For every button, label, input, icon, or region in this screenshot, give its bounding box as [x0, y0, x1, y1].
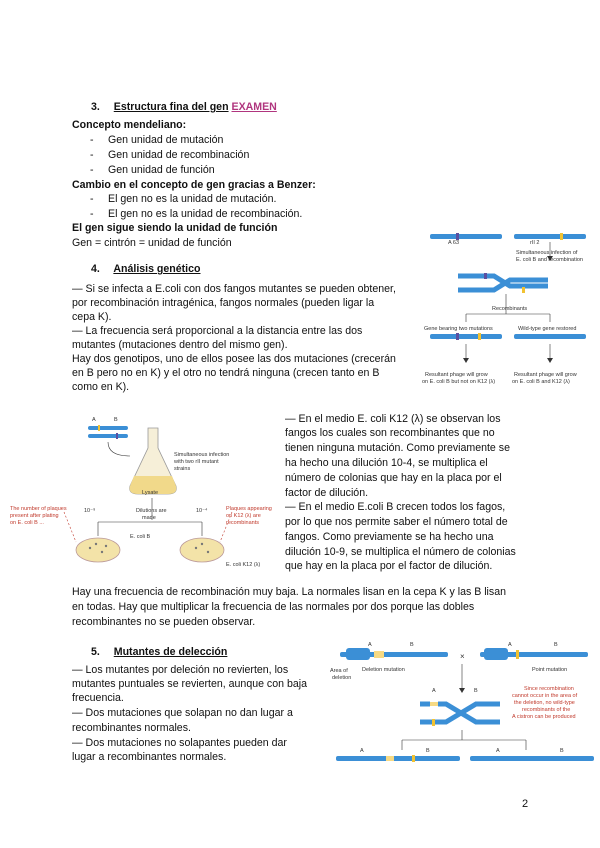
- section5-heading: [91, 645, 227, 659]
- fig2-left-note-1: The number of plaques: [10, 506, 67, 512]
- fig1-right-phage-1: Resultant phage will grow: [514, 372, 577, 378]
- section3-heading: [91, 100, 277, 114]
- fig2-left-note-2: present after plating: [10, 513, 59, 519]
- fig3-deletion-mutation: Deletion mutation: [362, 667, 405, 673]
- fig3-a-top-right: A: [508, 642, 512, 648]
- fig2-plate-left: E. coli B: [130, 534, 151, 540]
- section3-title: Estructura fina del gen: [113, 101, 229, 113]
- fig1-infection-1: Simultaneous infection of: [516, 250, 578, 256]
- fig3-point-mutation: Point mutation: [532, 667, 568, 673]
- right-line-2: fangos los cuales son recombinantes que no: [285, 427, 495, 439]
- plate-ecoli-k12: [180, 538, 224, 562]
- fig3-note-1: Since recombination: [524, 686, 574, 692]
- s5-line-7: lugar a recombinantes normales.: [72, 751, 227, 763]
- freq-line-3: recombinantes no se pueden observar.: [72, 616, 256, 628]
- freq-line-2: en todas. Hay que multiplicar la frecuencia de las normales por dos porque las dobles: [72, 601, 475, 613]
- fig2-right-note-1: Plaques appearing: [226, 506, 272, 512]
- fig2-dilution-1: Dilutions are: [136, 508, 167, 514]
- s5-line-5: recombinantes normales.: [72, 722, 191, 734]
- fig3-b-top: B: [410, 642, 414, 648]
- right-line-11: que hay en la placa por el factor de dilución.: [285, 560, 493, 572]
- exam-tag: EXAMEN: [231, 101, 277, 113]
- benzer-item-1: - El gen no es la unidad de mutación.: [90, 193, 277, 205]
- unidad-funcion: El gen sigue siendo la unidad de función: [72, 222, 278, 234]
- concepto-mendeliano: Concepto mendeliano:: [72, 119, 187, 131]
- right-line-4: ha hecho una dilución 10-4, se multiplica el: [285, 457, 488, 469]
- fig2-right-note-3: recombinants: [226, 520, 260, 526]
- s5-line-6: — Dos mutaciones no solapantes pueden dar: [72, 737, 287, 749]
- right-line-8: por lo que nos permite saber el número total de: [285, 516, 508, 528]
- fig2-flask-2: with two rII mutant: [174, 459, 219, 465]
- fig3-a-bl: A: [360, 748, 364, 754]
- fig3-cross: ×: [460, 652, 465, 661]
- double-mutant-chromosome: [430, 334, 502, 339]
- fig3-note-2: cannot occur in the area of: [512, 693, 578, 699]
- s4-line-8: como en K).: [72, 381, 130, 393]
- fig2-dil-right: 10⁻⁴: [196, 508, 208, 514]
- section5-title: Mutantes de delección: [113, 646, 228, 658]
- chromosome-a63: [430, 234, 502, 239]
- s4-line-7: en B pero no en K) y el otro no tendrá ninguna (crecen tanto en B: [72, 367, 380, 379]
- wildtype-chromosome: [514, 334, 586, 339]
- fig3-a-mid: A: [432, 688, 436, 694]
- section4-title: Análisis genético: [113, 263, 201, 275]
- fig1-left-result: Gene bearing two mutations: [424, 326, 493, 332]
- right-line-9: fangos. Como previamente se ha hecho una: [285, 531, 494, 543]
- s4-line-4: — La frecuencia será proporcional a la distancia entre las dos: [72, 325, 363, 337]
- cambio-concepto: Cambio en el concepto de gen gracias a Benzer:: [72, 179, 316, 191]
- fig3-note-4: recombinants of the: [522, 707, 571, 713]
- right-line-1: — En el medio E. coli K12 (λ) se observan los: [285, 413, 501, 425]
- right-line-3: tienen ninguna mutación. Como previamente se: [285, 442, 510, 454]
- fig1-left-phage-2: on E. coli B but not on K12 (λ): [422, 379, 496, 385]
- right-line-7: — En el medio E.coli B crecen todos los fagos,: [285, 501, 506, 513]
- fig2-label-b: B: [114, 417, 118, 423]
- fig2-right-note-2: on K12 (λ) are: [226, 513, 261, 519]
- fig2-flask-1: Simultaneous infection: [174, 452, 230, 458]
- mend-item-3: - Gen unidad de función: [90, 164, 215, 176]
- section4-number: 4.: [91, 263, 100, 275]
- fig2-lysate: Lysate: [142, 490, 159, 496]
- section5-number: 5.: [91, 646, 100, 658]
- section3-number: 3.: [91, 101, 100, 113]
- fig3-note-5: A cistron can be produced: [512, 714, 576, 720]
- fig2-flask-3: strains: [174, 466, 191, 472]
- s4-line-1: — Si se infecta a E.coli con dos fangos mutantes se pueden obtener,: [72, 283, 396, 295]
- fig3-area: Area of: [330, 668, 348, 674]
- mend-item-2: - Gen unidad de recombinación: [90, 149, 250, 161]
- s4-line-3: cepa K).: [72, 311, 112, 323]
- s4-line-5: mutantes (mutaciones dentro del mismo gen).: [72, 339, 288, 351]
- freq-line-1: Hay una frecuencia de recombinación muy baja. La normales lisan en la cepa K y las B lisan: [72, 586, 506, 598]
- fig1-right-result: Wild-type gene restored: [518, 326, 577, 332]
- benzer-item-2: - El gen no es la unidad de recombinación.: [90, 208, 303, 220]
- right-line-5: número de colonias que hay en la placa por el: [285, 472, 502, 484]
- plating-figure: [6, 412, 278, 580]
- mend-item-1: - Gen unidad de mutación: [90, 134, 224, 146]
- chromosome-rii2: [514, 234, 586, 239]
- fig1-right-phage-2: on E. coli B and K12 (λ): [512, 379, 570, 385]
- fig2-dil-left: 10⁻⁹: [84, 508, 96, 514]
- plate-ecoli-b: [76, 538, 120, 562]
- s5-line-1: — Los mutantes por deleción no revierten, los: [72, 664, 289, 676]
- fig2-dilution-2: made: [142, 515, 156, 521]
- fig2-plate-right: E. coli K12 (λ): [226, 562, 261, 568]
- fig3-note-3: the deletion, no wild-type: [514, 700, 575, 706]
- fig3-a-br: A: [496, 748, 500, 754]
- fig2-left-note-3: on E. coli B ...: [10, 520, 44, 526]
- fig3-b-bl: B: [426, 748, 430, 754]
- s5-line-4: — Dos mutaciones que solapan no dan lugar a: [72, 707, 293, 719]
- fig3-deletion: deletion: [332, 675, 352, 681]
- s5-line-3: frecuencia.: [72, 692, 124, 704]
- s4-line-2: por recombinación intragénica, fangos normales (pueden ligar la: [72, 297, 375, 309]
- section4-heading: [91, 262, 201, 276]
- fig1-infection-2: E. coli B and recombination: [516, 257, 583, 263]
- s5-line-2: mutantes puntuales se revierten, aunque con baja: [72, 678, 307, 690]
- fig3-b-mid: B: [474, 688, 478, 694]
- s4-line-6: Hay dos genotipos, uno de ellos posee las dos mutaciones (crecerán: [72, 353, 396, 365]
- fig3-b-br: B: [560, 748, 564, 754]
- gen-equation: Gen = cintrón = unidad de función: [72, 237, 232, 249]
- fig1-recombinants: Recombinants: [492, 306, 528, 312]
- fig3-b-top-right: B: [554, 642, 558, 648]
- fig3-a-top: A: [368, 642, 372, 648]
- right-line-6: factor de dilución.: [285, 487, 369, 499]
- fig1-left-phage-1: Resultant phage will grow: [425, 372, 488, 378]
- right-line-10: dilución 10-9, se multiplica el número de colonias: [285, 546, 516, 558]
- fig1-label-a: A 63: [448, 240, 460, 246]
- fig2-label-a: A: [92, 417, 96, 423]
- fig1-label-b: rII 2: [530, 240, 540, 246]
- page-number: 2: [522, 798, 529, 810]
